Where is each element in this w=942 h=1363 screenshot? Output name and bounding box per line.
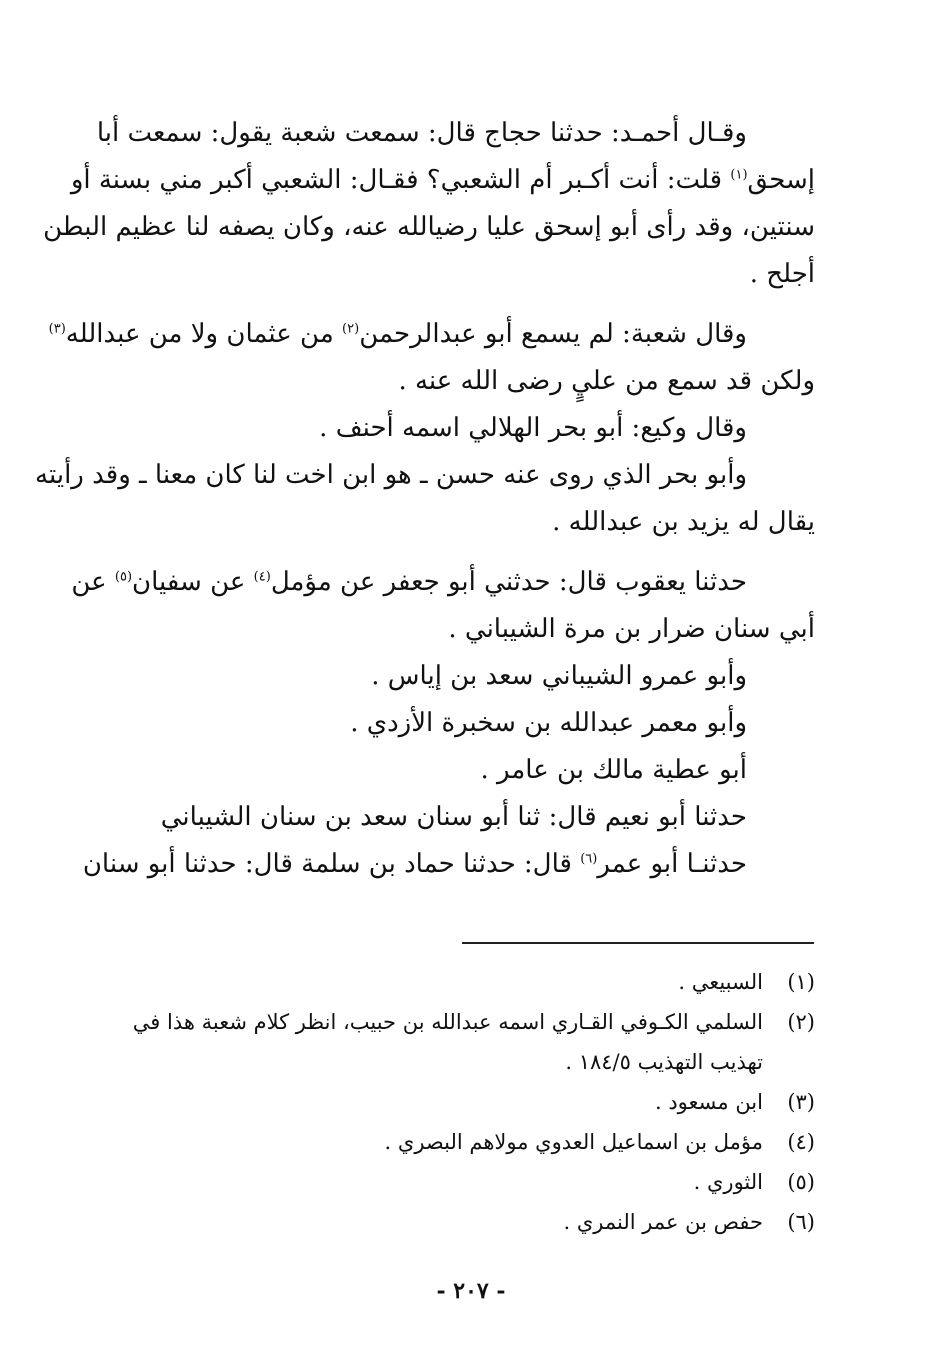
footnote-ref: (٢) [342, 321, 360, 337]
footnote: (٥)الثوري . [693, 1170, 815, 1194]
text-line: أبو عطية مالك بن عامر . [480, 755, 747, 785]
text-line: وقال وكيع: أبو بحر الهلالي اسمه أحنف . [319, 413, 747, 443]
footnote-ref: (١) [730, 167, 748, 183]
main-text [35, 110, 815, 888]
text-line: وقـال أحمـد: حدثنا حجاج قال: سمعت شعبة يقول: سمعت أبا [96, 118, 747, 148]
text-line: وأبو معمر عبدالله بن سخبرة الأزدي . [350, 708, 747, 738]
text-line: وأبو بحر الذي روى عنه حسن ـ هو ابن اخت لنا كان معنا ـ وقد رأيته [35, 460, 747, 490]
page-number: - ٢٠٧ - [436, 1278, 506, 1304]
text-line: حدثنـا أبو عمر$^{(٦)}$ قال: حدثنا حماد بن سلمة قال: حدثنا أبو سنان [82, 849, 747, 879]
text-line: حدثنا يعقوب قال: حدثني أبو جعفر عن مؤمل$^{(٤)}$ عن سفيان$^{(٥)}$ عن [71, 567, 747, 597]
footnote-ref: (٣) [48, 321, 66, 337]
text-line: أبي سنان ضرار بن مرة الشيباني . [448, 614, 815, 644]
footnote: (٢)السلمي الكـوفي القـاري اسمه عبدالله بن حبيب، انظر كلام شعبة هذا في [132, 1010, 815, 1034]
footnote: (٣)ابن مسعود . [654, 1090, 815, 1114]
text-line: حدثنا أبو نعيم قال: ثنا أبو سنان سعد بن سنان الشيباني [160, 802, 747, 832]
text-line: ولكن قد سمع من عليٍ رضى الله عنه . [398, 366, 815, 396]
text-line: يقال له يزيد بن عبدالله . [552, 507, 815, 537]
text-line: أجلح . [749, 259, 815, 289]
footnote: (١)السبيعي . [678, 970, 815, 994]
text-line: سنتين، وقد رأى أبو إسحق عليا رضيالله عنه، وكان يصفه لنا عظيم البطن [43, 212, 815, 242]
footnote-ref: (٥) [114, 569, 133, 585]
footnotes [110, 962, 815, 1242]
footnote-ref: (٦) [580, 851, 598, 867]
footnote-continuation: تهذيب التهذيب ١٨٤/٥ . [565, 1050, 763, 1074]
text-line: وقال شعبة: لم يسمع أبو عبدالرحمن$^{(٢)}$ من عثمان ولا من عبدالله$^{(٣)}$ [48, 319, 747, 349]
footnote: (٦)حفص بن عمر النمري . [563, 1210, 815, 1234]
footnote-separator [462, 942, 814, 944]
footnote-ref: (٤) [253, 569, 271, 585]
footnote: (٤)مؤمل بن اسماعيل العدوي مولاهم البصري . [384, 1130, 815, 1154]
text-line: وأبو عمرو الشيباني سعد بن إياس . [371, 661, 747, 691]
text-line: إسحق$^{(١)}$ قلت: أنت أكـبر أم الشعبي؟ فقـال: الشعبي أكبر مني بسنة أو [70, 165, 815, 195]
